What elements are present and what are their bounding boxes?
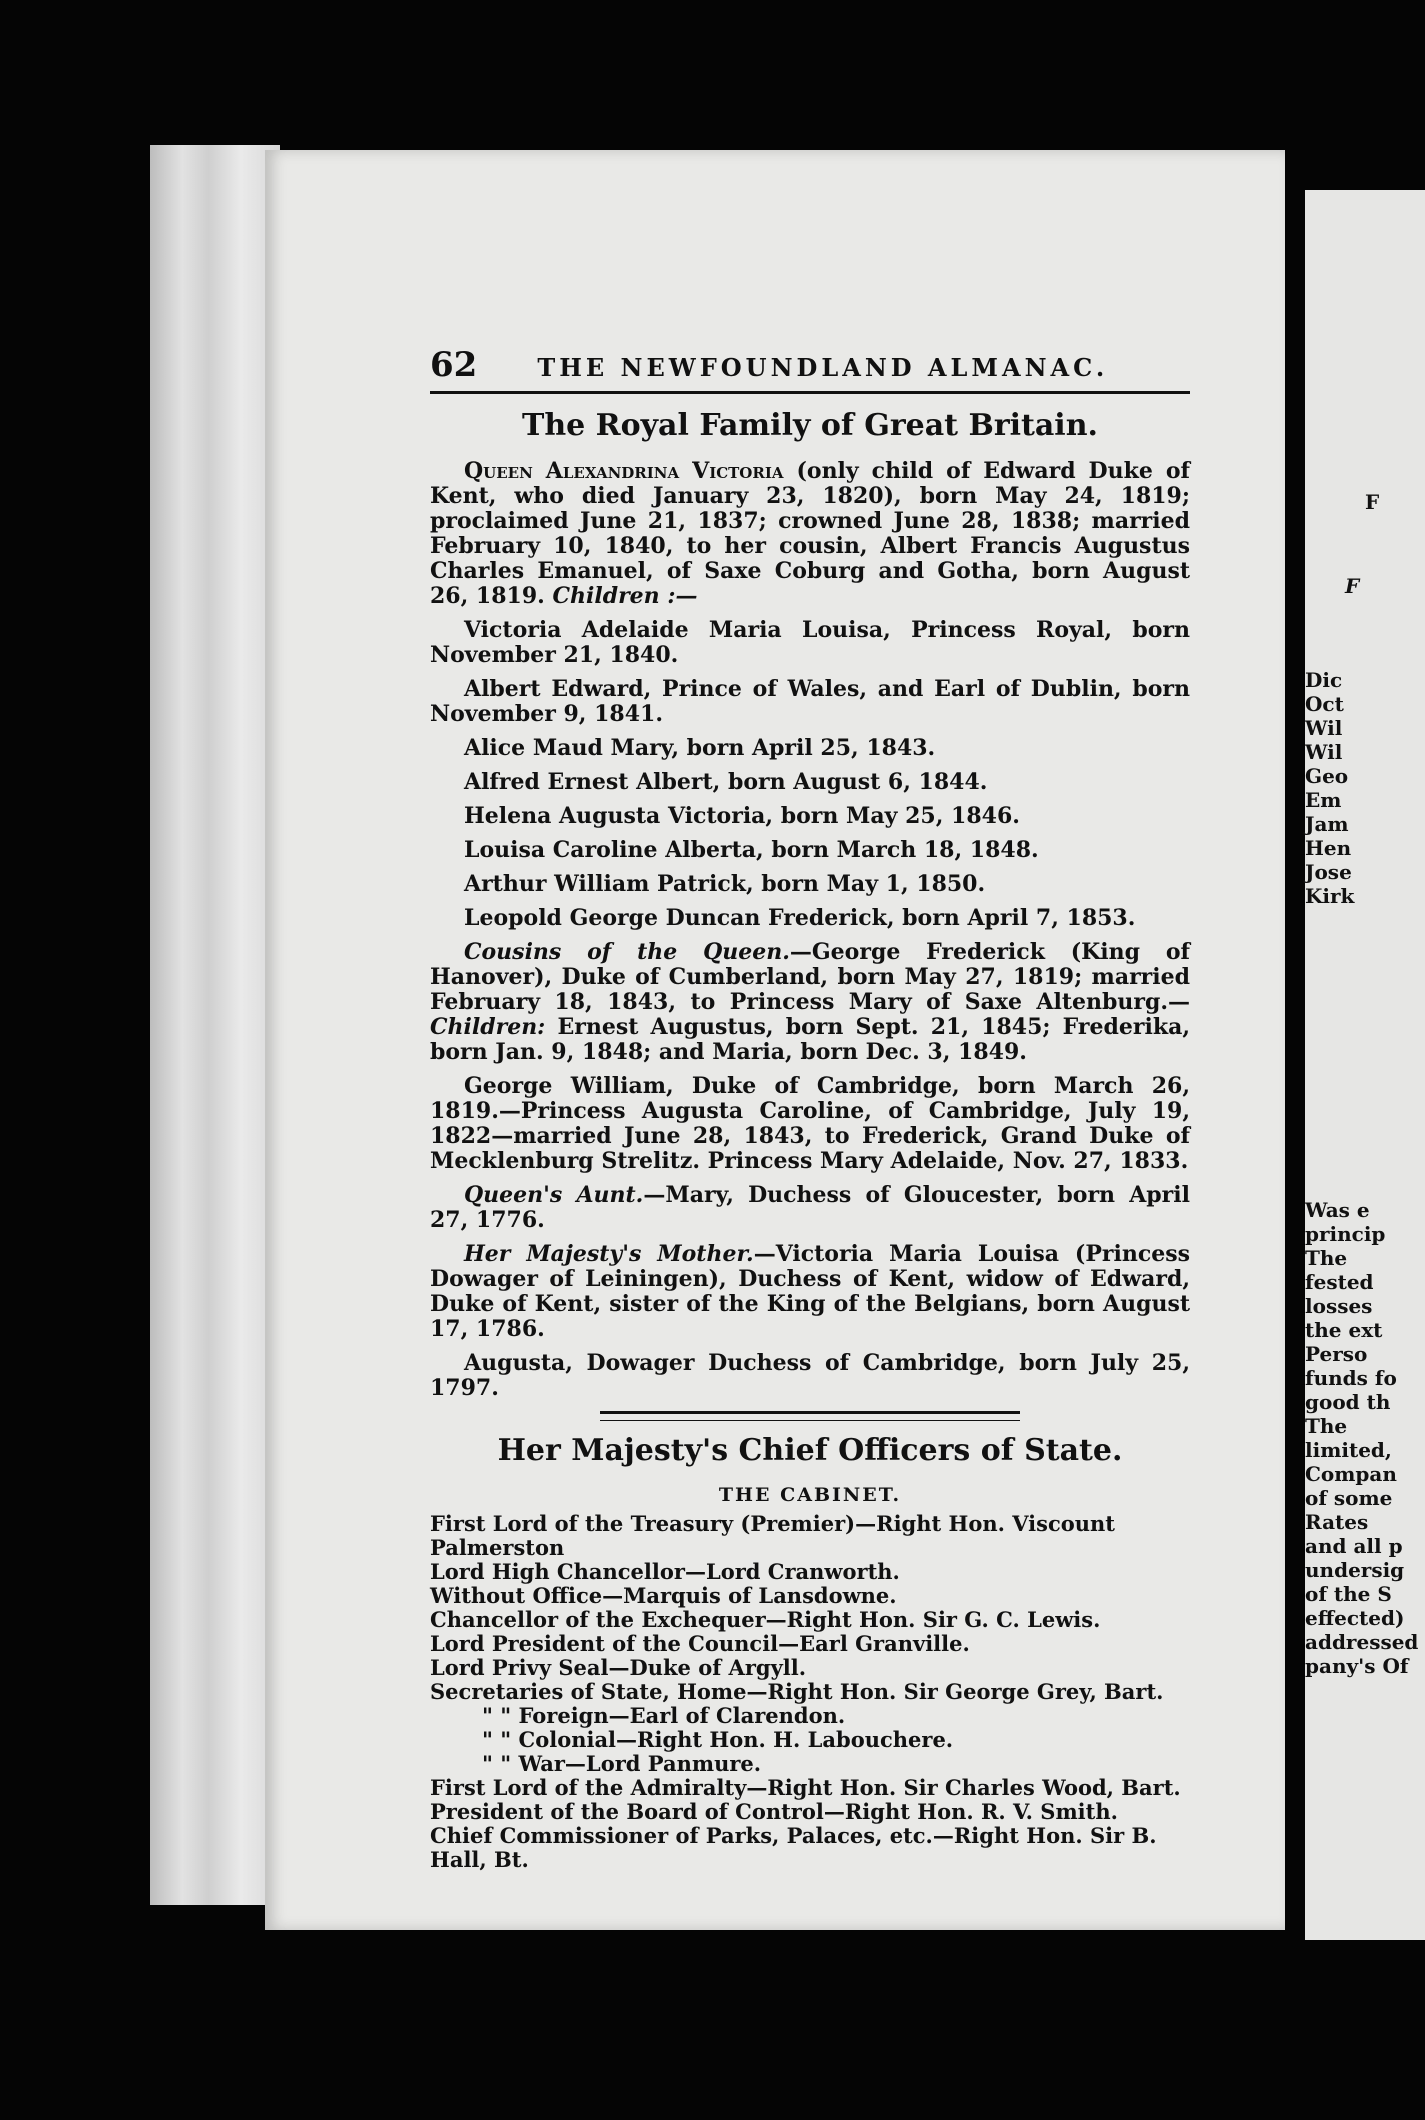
cousins-children-label: Children: [430,1014,546,1040]
royal-family-title: The Royal Family of Great Britain. [522,408,1098,443]
aunt-text: —Mary, Duchess of Gloucester, born April 27, 1776. [430,1182,1190,1233]
aunt-label: Queen's Aunt. [464,1182,644,1208]
office-line: Without Office—Marquis of Lansdowne. [430,1583,897,1608]
office-line: Lord High Chancellor—Lord Cranworth. [430,1559,900,1584]
right-text-line: pany's Of [1305,1654,1409,1678]
right-name: Wil [1305,716,1343,740]
right-text-line: fested [1305,1270,1374,1294]
right-text-line: princip [1305,1222,1386,1246]
office-ditto-line: " " War—Lord Panmure. [482,1751,762,1776]
right-text-line: funds fo [1305,1366,1397,1390]
child-entry: Leopold George Duncan Frederick, born April 7, 1853. [464,905,1136,931]
running-title: THE NEWFOUNDLAND ALMANAC. [537,353,1109,382]
aunt-paragraph [430,1183,1190,1233]
office-line: First Lord of the Treasury (Premier)—Right Hon. Viscount Palmerston [430,1511,1116,1560]
office-line: First Lord of the Admiralty—Right Hon. Sir Charles Wood, Bart. [430,1775,1181,1800]
right-text-line: addressed [1305,1630,1419,1654]
right-page-big-letter: F [1365,490,1380,514]
right-page-fragment [1305,190,1425,1940]
queen-paragraph [430,459,1190,609]
cousins-children-text: Ernest Augustus, born Sept. 21, 1845; Frederika, born Jan. 9, 1848; and Maria, born Dec. 3, 1849. [430,1014,1190,1065]
queen-text: (only child of Edward Duke of Kent, who died January 23, 1820), born May 24, 1819; proclaimed June 21, 1837; crowned June 28, 1838; married February 10, 1840, to her cousin, Albert Francis Augustus Charles Emanuel, of Saxe Coburg and Gotha, born August 26, 1819. [430,458,1190,609]
office-line: Lord President of the Council—Earl Granville. [430,1631,970,1656]
right-name: Oct [1305,692,1344,716]
cambridge-paragraph: George William, Duke of Cambridge, born March 26, 1819.—Princess Augusta Caroline, of Cambridge, July 19, 1822—married June 28, 1843, to Frederick, Grand Duke of Mecklenburg Strelitz. Princess Mary Adelaide, Nov. 27, 1833. [430,1073,1190,1174]
page-content [430,345,1190,1872]
right-text-line: the ext [1305,1318,1383,1342]
right-text-line: of the S [1305,1582,1392,1606]
page-number: 62 [430,345,478,385]
office-line: Chief Commissioner of Parks, Palaces, etc.—Right Hon. Sir B. Hall, Bt. [430,1823,1157,1872]
right-name: Wil [1305,740,1343,764]
queen-name: Queen Alexandrina Victoria [464,458,784,484]
right-text-line: Rates [1305,1510,1369,1534]
right-name: Jam [1305,812,1349,836]
child-entry: Victoria Adelaide Maria Louisa, Princess Royal, born November 21, 1840. [430,617,1190,668]
mother-label: Her Majesty's Mother. [464,1241,754,1267]
right-text-line: The [1305,1414,1348,1438]
running-header [430,345,1190,394]
right-text-line: Compan [1305,1462,1397,1486]
child-entry: Arthur William Patrick, born May 1, 1850. [464,871,986,897]
cousins-paragraph [430,940,1190,1065]
officers-title: Her Majesty's Chief Officers of State. [497,1433,1123,1468]
office-line: Lord Privy Seal—Duke of Argyll. [430,1655,807,1680]
right-name: Dic [1305,668,1343,692]
cousins-label: Cousins of the Queen. [464,939,790,965]
augusta-paragraph: Augusta, Dowager Duchess of Cambridge, born July 25, 1797. [430,1350,1190,1401]
right-text-line: limited, [1305,1438,1392,1462]
right-text-line: Was e [1305,1198,1370,1222]
right-text-line: losses [1305,1294,1373,1318]
right-page-sub-letter: F [1345,574,1360,598]
mother-text: —Victoria Maria Louisa (Princess Dowager of Leiningen), Duchess of Kent, widow of Edward, Duke of Kent, sister of the King of the Belgians, born August 17, 1786. [430,1241,1190,1342]
right-text-line: good th [1305,1390,1391,1414]
right-text-line: of some [1305,1486,1393,1510]
office-line: Chancellor of the Exchequer—Right Hon. Sir G. C. Lewis. [430,1607,1101,1632]
office-line: Secretaries of State, Home—Right Hon. Sir George Grey, Bart. [430,1679,1164,1704]
right-text-line: undersig [1305,1558,1405,1582]
right-name: Hen [1305,836,1352,860]
section-divider [600,1411,1020,1421]
cabinet-label: THE CABINET. [718,1484,902,1506]
cousins-text: —George Frederick (King of Hanover), Duke of Cumberland, born May 27, 1819; married February 18, 1843, to Princess Mary of Saxe Altenburg.— [430,939,1190,1015]
child-entry: Alfred Ernest Albert, born August 6, 1844. [464,769,988,795]
right-page-text [1305,1198,1425,1678]
office-line: President of the Board of Control—Right Hon. R. V. Smith. [430,1799,1118,1824]
right-name: Em [1305,788,1342,812]
right-name: Jose [1305,860,1352,884]
right-text-line: effected) [1305,1606,1405,1630]
child-entry: Louisa Caroline Alberta, born March 18, 1848. [464,837,1039,863]
right-text-line: Perso [1305,1342,1368,1366]
right-page-names [1305,668,1425,908]
right-name: Kirk [1305,884,1355,908]
children-label: Children :— [552,583,698,609]
right-name: Geo [1305,764,1349,788]
child-entry: Albert Edward, Prince of Wales, and Earl of Dublin, born November 9, 1841. [430,676,1190,727]
mother-paragraph [430,1242,1190,1342]
office-ditto-line: " " Foreign—Earl of Clarendon. [482,1703,846,1728]
child-entry: Helena Augusta Victoria, born May 25, 1846. [464,803,1020,829]
office-ditto-line: " " Colonial—Right Hon. H. Labouchere. [482,1727,954,1752]
right-text-line: The [1305,1246,1348,1270]
right-text-line: and all p [1305,1534,1403,1558]
left-page [265,150,1285,1930]
book-page-edges [150,145,280,1905]
child-entry: Alice Maud Mary, born April 25, 1843. [464,735,936,761]
